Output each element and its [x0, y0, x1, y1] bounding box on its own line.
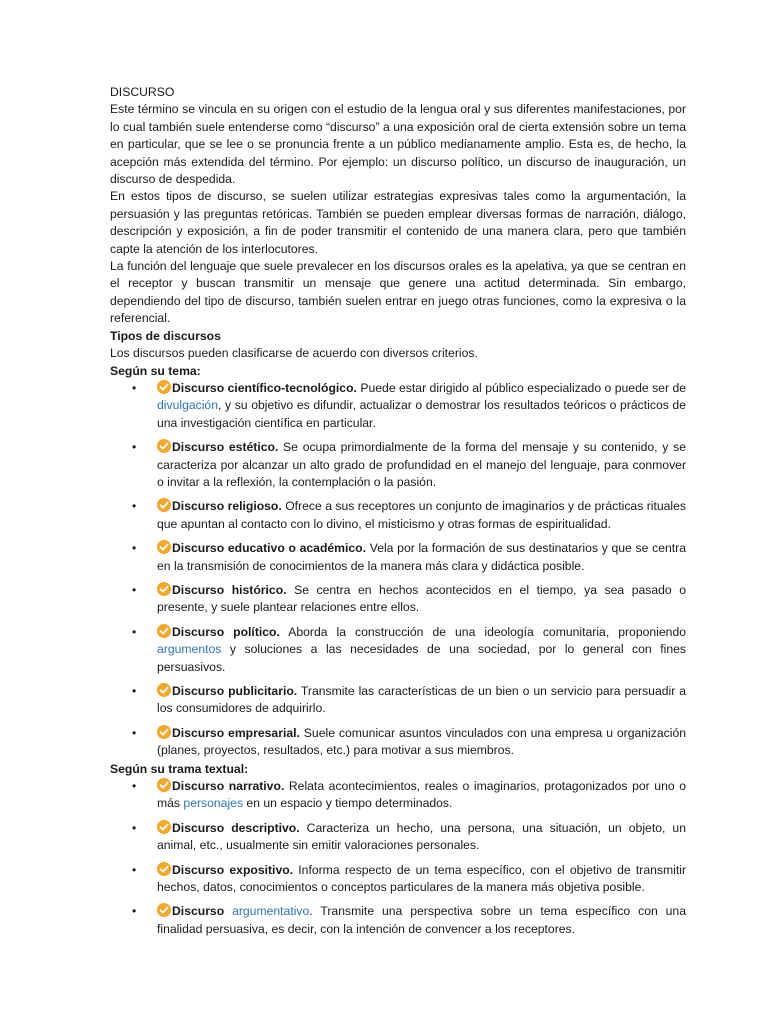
check-circle-icon	[157, 778, 171, 792]
bullet: •	[132, 904, 137, 919]
item-term: Discurso narrativo.	[172, 779, 285, 794]
item-term: Discurso religioso.	[172, 499, 282, 514]
bullet: •	[132, 779, 137, 794]
check-circle-icon	[157, 624, 171, 638]
list-item	[110, 820, 686, 855]
item-text: Aborda la construcción de una ideología comunitaria, proponiendo	[279, 624, 686, 639]
item-term: Discurso estético.	[172, 440, 279, 455]
check-circle-icon	[157, 540, 171, 554]
item-text: Vela por la formación de sus destinatarios y que se centra en la transmisión de conocimientos de la manera más clara y didáctica posible.	[157, 541, 687, 573]
list-item	[110, 778, 686, 813]
check-circle-icon	[157, 725, 171, 739]
list-item	[110, 862, 686, 897]
tema-list	[110, 380, 686, 760]
check-circle-icon	[157, 439, 171, 453]
item-term: Discurso político.	[172, 624, 280, 639]
list-item	[110, 903, 686, 938]
item-text-after: , y su objetivo es difundir, actualizar o demostrar los resultados teóricos o prácticos de una investigación científica en particular.	[157, 398, 686, 430]
list-item	[110, 498, 686, 533]
item-text: Ofrece a sus receptores un conjunto de imaginarios y de prácticas rituales que apuntan al contacto con lo divino, el misticismo y otras formas de espiritualidad.	[157, 499, 687, 531]
list-item	[110, 683, 686, 718]
item-text: Puede estar dirigido al público especializado o puede ser de	[356, 380, 686, 395]
paragraph-function: La función del lenguaje que suele prevalecer en los discursos orales es la apelativa, ya que se centran en el receptor y buscan transmitir un mensaje que genere una actitud determinada. Sin embargo, dependiendo del tipo de discurso, también suelen entrar en juego otras funciones, como la expresiva o la referencial.	[110, 259, 686, 326]
item-link[interactable]: argumentos	[157, 642, 222, 657]
bullet: •	[132, 862, 137, 877]
item-text: . Transmite una perspectiva sobre un tema específico con una finalidad persuasiva, es decir, con la intención de convencer a los receptores.	[157, 904, 686, 936]
item-text-after: en un espacio y tiempo determinados.	[243, 796, 453, 811]
list-item	[110, 725, 686, 760]
check-circle-icon	[157, 582, 171, 596]
bullet: •	[132, 684, 137, 698]
bullet: •	[132, 725, 137, 740]
item-link[interactable]: divulgación	[157, 398, 218, 413]
item-link[interactable]: personajes	[183, 796, 244, 811]
item-text: Suele comunicar asuntos vinculados con una empresa u organización (planes, proyectos, resultados, etc.) para motivar a sus miembros.	[157, 725, 686, 758]
tipos-intro: Los discursos pueden clasificarse de acuerdo con diversos criterios.	[110, 346, 478, 361]
list-item	[110, 439, 686, 491]
bullet: •	[132, 820, 137, 835]
item-text: Relata acontecimientos, reales o imaginarios, protagonizados por uno o más	[157, 779, 686, 811]
section-trama-heading: Según su trama textual:	[110, 761, 249, 776]
check-circle-icon	[157, 862, 171, 876]
bullet: •	[132, 624, 137, 639]
paragraph-intro: Este término se vincula en su origen con el estudio de la lengua oral y sus diferentes manifestaciones, por lo cual también suele entenderse como “discurso” a una exposición oral de cierta extensión sobre un tema en particular, que se lee o se pronuncia frente a un público medianamente amplio. Esta es, de hecho, la acepción más extendida del término. Por ejemplo: un discurso político, un discurso de inauguración, un discurso de despedida.	[110, 102, 686, 187]
item-term: Discurso empresarial.	[172, 725, 300, 740]
item-term: Discurso educativo o académico.	[172, 541, 367, 556]
item-text: Transmite las características de un bien o un servicio para persuadir a los consumidores de adquirirlo.	[157, 684, 686, 716]
item-term: Discurso publicitario.	[172, 684, 298, 698]
document-page	[110, 84, 686, 945]
bullet: •	[132, 440, 137, 455]
check-circle-icon	[157, 683, 171, 697]
bullet: •	[132, 380, 137, 395]
trama-list	[110, 778, 686, 938]
bullet: •	[132, 541, 137, 556]
item-text: Se centra en hechos acontecidos en el tiempo, ya sea pasado o presente, y suele plantear relaciones entre ellos.	[157, 582, 686, 615]
paragraph-strategies: En estos tipos de discurso, se suelen utilizar estrategias expresivas tales como la argumentación, la persuasión y las preguntas retóricas. También se pueden emplear diversas formas de narración, diálogo, descripción y exposición, a fin de poder transmitir el contenido de una manera clara, pero que también capte la atención de los interlocutores.	[110, 189, 686, 256]
tipos-heading: Tipos de discursos	[110, 328, 221, 343]
item-term: Discurso descriptivo.	[172, 820, 300, 835]
item-term: Discurso	[172, 904, 233, 919]
item-text-after: y soluciones a las necesidades de una sociedad, por lo general con fines persuasivos.	[157, 642, 686, 674]
item-term: Discurso histórico.	[172, 582, 287, 597]
list-item	[110, 624, 686, 676]
item-text: Informa respecto de un tema específico, con el objetivo de transmitir hechos, datos, conocimientos o conceptos particulares de la manera más objetiva posible.	[157, 862, 686, 895]
item-text: Caracteriza un hecho, una persona, una situación, un objeto, un animal, etc., usualmente sin emitir valoraciones personales.	[157, 820, 686, 853]
check-circle-icon	[157, 498, 171, 512]
check-circle-icon	[157, 820, 171, 834]
check-circle-icon	[157, 903, 171, 917]
section-tema-heading: Según su tema:	[110, 363, 201, 378]
item-term: Discurso científico-tecnológico.	[172, 380, 357, 395]
item-text: Se ocupa primordialmente de la forma del mensaje y su contenido, y se caracteriza por alcanzar un alto grado de profundidad en el manejo del lenguaje, para conmover o invitar a la reflexión, la contemplación o la pasión.	[157, 440, 686, 489]
item-term-link[interactable]: argumentativo	[232, 904, 310, 919]
item-term: Discurso expositivo.	[172, 862, 294, 877]
list-item	[110, 540, 686, 575]
document-title: DISCURSO	[110, 85, 175, 99]
bullet: •	[132, 582, 137, 597]
list-item	[110, 380, 686, 432]
bullet: •	[132, 499, 137, 514]
list-item	[110, 582, 686, 617]
check-circle-icon	[157, 380, 171, 394]
